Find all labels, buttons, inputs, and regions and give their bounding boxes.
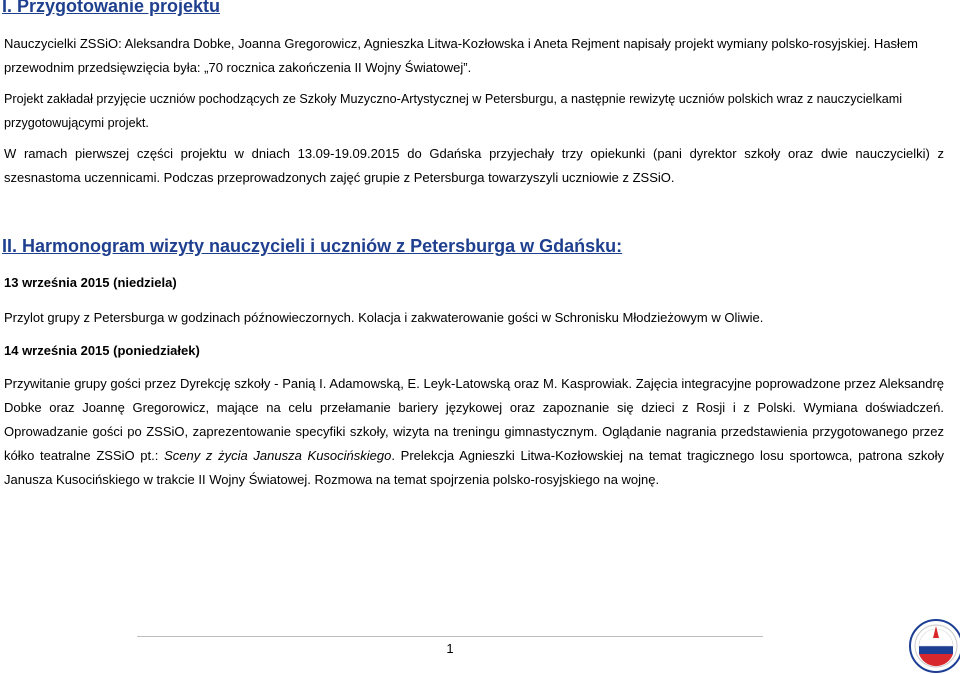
day-1-description: Przylot grupy z Petersburga w godzinach późnowieczornych. Kolacja i zakwaterowanie gości w Schronisku Młodzieżowym w Oliwie. [4,310,764,325]
section-2-heading: II. Harmonogram wizyty nauczycieli i uczniów z Petersburga w Gdańsku: [2,236,623,256]
day-2-text-part-b: . Prelekcja Agnieszki Litwa-Kozłowskiej na temat tragicznego losu sportowca, patrona szkoły Janusza Kusocińskiego w trakcie II Wojny Światowej. Rozmowa na temat spojrzenia polsko-rosyjskiego na wojnę. [4,448,944,487]
day-1-heading: 13 września 2015 (niedziela) [4,275,177,290]
footer-divider [137,636,763,637]
play-title: Sceny z życia Janusza Kusocińskiego [164,448,392,463]
day-2-heading: 14 września 2015 (poniedziałek) [4,343,200,358]
page-number: 1 [446,641,454,656]
day-2-text-part-a: Przywitanie grupy gości przez Dyrekcję szkoły - Panią I. Adamowską, E. Leyk-Latowską oraz M. Kasprowiak. Zajęcia integracyjne poprowadzone przez Aleksandrę Dobke oraz Joannę Gregorowicz, mające na celu przełamanie bariery językowej oraz zapoznanie się dzieci z Rosji i z Polski. Wymiana doświadczeń. Oprowadzanie gości po ZSSiO, zaprezentowanie specyfiki szkoły, wizyta na treningu gimnastycznym. Oglądanie nagrania przedstawienia przygotowanego przez kółko teatralne ZSSiO pt.: [4,376,944,463]
section-1-paragraph-2: Projekt zakładał przyjęcie uczniów pochodzących ze Szkoły Muzyczno-Artystycznej w Petersburgu, a następnie rewizytę uczniów polskich wraz z nauczycielkami przygotowującymi projekt. [4,92,903,130]
section-1-paragraph-1: Nauczycielki ZSSiO: Aleksandra Dobke, Joanna Gregorowicz, Agnieszka Litwa-Kozłowska i Aneta Rejment napisały projekt wymiany polsko-rosyjskiej. Hasłem przewodnim przedsięwzięcia była: „70 rocznica zakończenia II Wojny Światowej”. [4,36,918,75]
section-1-heading: I. Przygotowanie projektu [2,0,221,16]
project-logo-icon [908,616,960,674]
day-2-description [4,372,944,492]
section-1-paragraph-3: W ramach pierwszej części projektu w dniach 13.09-19.09.2015 do Gdańska przyjechały trzy opiekunki (pani dyrektor szkoły oraz dwie nauczycielki) z szesnastoma uczennicami. Podczas przeprowadzonych zajęć grupie z Petersburga towarzyszyli uczniowie z ZSSiO. [4,146,944,185]
